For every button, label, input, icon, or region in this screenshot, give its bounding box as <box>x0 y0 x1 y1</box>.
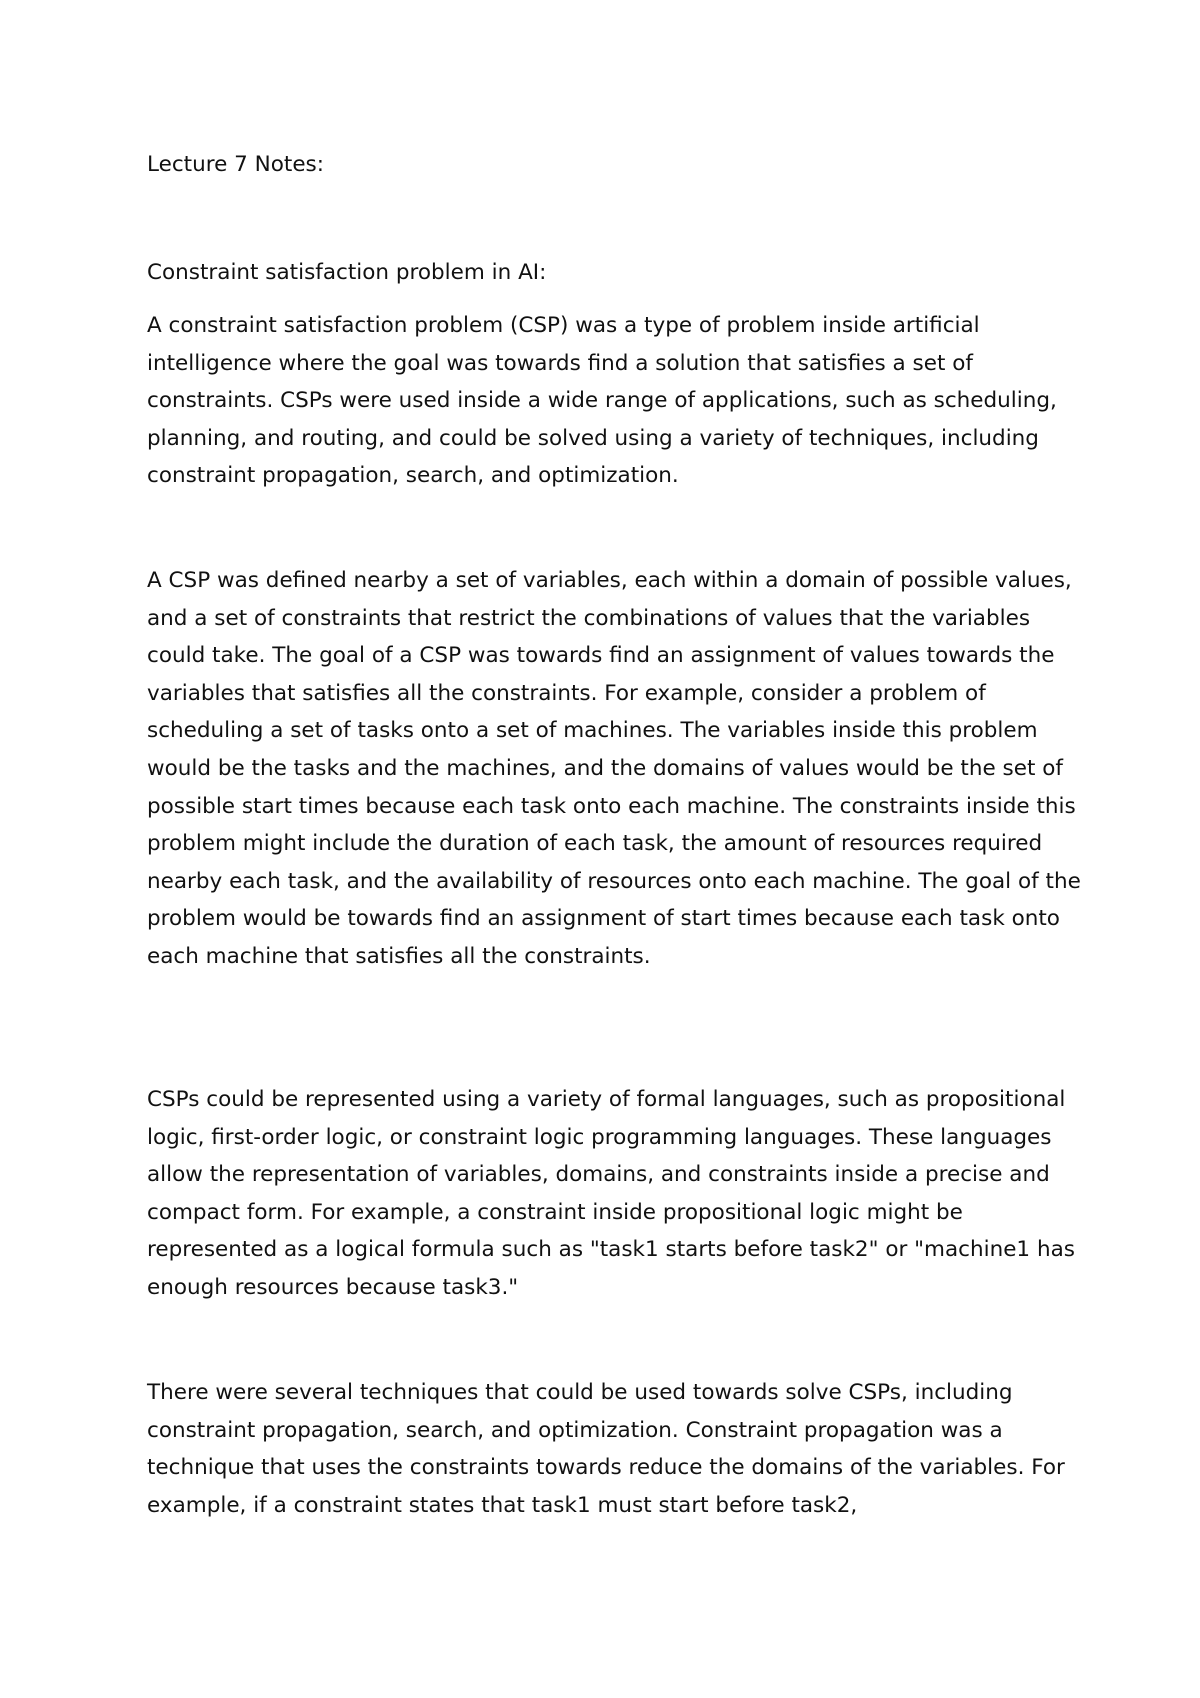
page-title: Lecture 7 Notes: <box>147 152 324 177</box>
paragraph-3: CSPs could be represented using a variety of formal languages, such as propositional logic, first-order logic, or constraint logic programming languages. These languages allow the representation of variables, domains, and constraints inside a precise and compact form. For example, a constraint inside propositional logic might be represented as a logical formula such as "task1 starts before task2" or "machine1 has enough resources because task3." <box>147 1087 1075 1300</box>
paragraph-1: A constraint satisfaction problem (CSP) was a type of problem inside artificial intelligence where the goal was towards find a solution that satisfies a set of constraints. CSPs were used inside a wide range of applications, such as scheduling, planning, and routing, and could be solved using a variety of techniques, including constraint propagation, search, and optimization. <box>147 313 1057 489</box>
paragraph-2: A CSP was defined nearby a set of variables, each within a domain of possible values, and a set of constraints that restrict the combinations of values that the variables could take. The goal of a CSP was towards find an assignment of values towards the variables that satisfies all the constraints. For example, consider a problem of scheduling a set of tasks onto a set of machines. The variables inside this problem would be the tasks and the machines, and the domains of values would be the set of possible start times because each task onto each machine. The constraints inside this problem might include the duration of each task, the amount of resources required nearby each task, and the availability of resources onto each machine. The goal of the problem would be towards find an assignment of start times because each task onto each machine that satisfies all the constraints. <box>147 568 1081 969</box>
section-heading: Constraint satisfaction problem in AI: <box>147 260 547 285</box>
paragraph-4: There were several techniques that could be used towards solve CSPs, including constraint propagation, search, and optimization. Constraint propagation was a technique that uses the constraints towards reduce the domains of the variables. For example, if a constraint states that task1 must start before task2, <box>147 1380 1065 1518</box>
